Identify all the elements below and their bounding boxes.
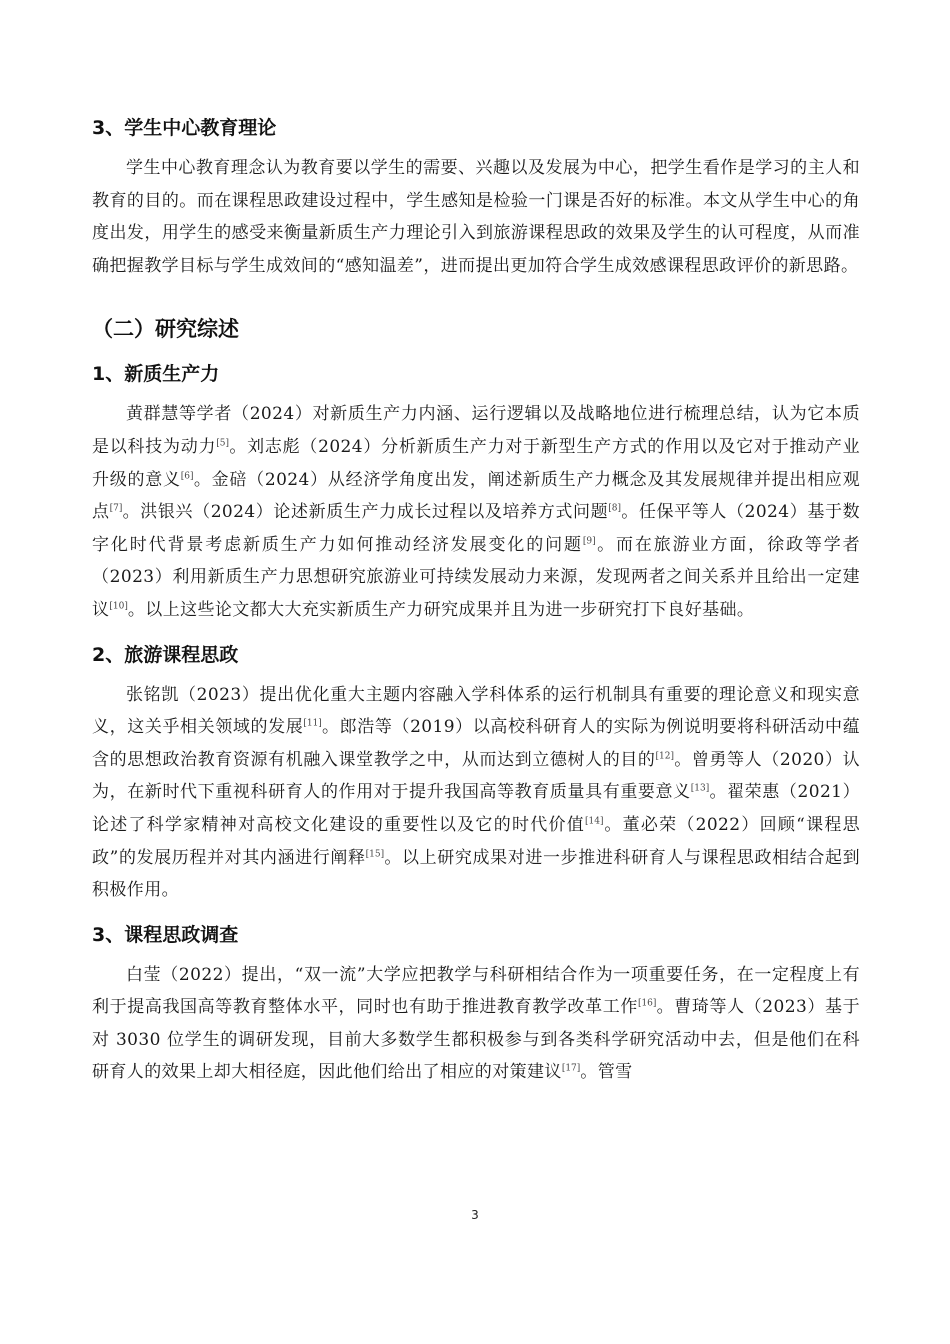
citation-marker: [16] <box>637 998 657 1009</box>
paragraph-text: 。董必荣（2022）回顾“课程思政”的发展历程并对其内涵进行阐释 <box>92 814 860 868</box>
citation-marker: [7] <box>109 503 123 514</box>
citation-marker: [8] <box>608 503 622 514</box>
citation-marker: [14] <box>584 816 604 827</box>
paragraph-text: 。刘志彪（2024）分析新质生产力对于新型生产方式的作用以及它对于推动产业升级的意义 <box>92 436 860 490</box>
citation-marker: [13] <box>690 783 710 794</box>
paragraph-text: 。以上研究成果对进一步推进科研育人与课程思政相结合起到积极作用。 <box>92 847 860 901</box>
paragraph-text: 白莹（2022）提出，“双一流”大学应把教学与科研相结合作为一项重要任务，在一定程度上有利于提高我国高等教育整体水平，同时也有助于推进教育教学改革工作 <box>92 964 860 1018</box>
citation-marker: [5] <box>216 438 230 449</box>
section-heading-student-center-theory: 3、学生中心教育理论 <box>92 117 277 139</box>
paragraph-text: 。曾勇等人（2020）认为，在新时代下重视科研育人的作用对于提升我国高等教育质量具有重要意义 <box>92 749 860 803</box>
page-body <box>92 112 860 1089</box>
paragraph-text: 。而在旅游业方面，徐政等学者（2023）利用新质生产力思想研究旅游业可持续发展动力来源，发现两者之间关系并且给出一定建议 <box>92 534 860 620</box>
citation-marker: [6] <box>180 470 194 481</box>
paragraph-new-quality-productivity <box>92 398 860 626</box>
paragraph-text: 黄群慧等学者（2024）对新质生产力内涵、运行逻辑以及战略地位进行梳理总结，认为它本质是以科技为动力 <box>92 404 860 457</box>
paragraph-text: 张铭凯（2023）提出优化重大主题内容融入学科体系的运行机制具有重要的理论意义和现实意义，这关乎相关领域的发展 <box>92 684 860 738</box>
paragraph-text: 。郎浩等（2019）以高校科研育人的实际为例说明要将科研活动中蕴含的思想政治教育资源有机融入课堂教学之中，从而达到立德树人的目的 <box>92 717 861 770</box>
paragraph-tourism-course-ideology <box>92 679 860 907</box>
section-heading-research-review: （二）研究综述 <box>92 317 239 342</box>
paragraph-text: 。翟荣惠（2021）论述了科学家精神对高校文化建设的重要性以及它的时代价值 <box>92 782 860 835</box>
paragraph-student-center-theory: 学生中心教育理念认为教育要以学生的需要、兴趣以及发展为中心，把学生看作是学习的主人和教育的目的。而在课程思政建设过程中，学生感知是检验一门课是否好的标准。本文从学生中心的角度出发，用学生的感受来衡量新质生产力理论引入到旅游课程思政的效果及学生的认可程度，从而准确把握教学目标与学生成效间的“感知温差”，进而提出更加符合学生成效感课程思政评价的新思路。 <box>92 158 860 276</box>
citation-marker: [17] <box>561 1063 581 1074</box>
paragraph-text: 。曹琦等人（2023）基于对 3030 位学生的调研发现，目前大多数学生都积极参与到各类科学研究活动中去，但是他们在科研育人的效果上却大相径庭，因此他们给出了相应的对策建议 <box>92 997 860 1083</box>
section-heading-course-ideology-survey: 3、课程思政调查 <box>92 923 239 946</box>
paragraph-text: 。金碚（2024）从经济学角度出发，阐述新质生产力概念及其发展规律并提出相应观点 <box>92 469 860 523</box>
citation-marker: [9] <box>582 536 596 547</box>
citation-marker: [11] <box>303 718 322 729</box>
paragraph-text: 。管雪 <box>580 1062 633 1083</box>
section-heading-tourism-course-ideology: 2、旅游课程思政 <box>92 643 239 666</box>
citation-marker: [15] <box>365 848 385 859</box>
paragraph-text: 。任保平等人（2024）基于数字化时代背景考虑新质生产力如何推动经济发展变化的问题 <box>92 502 860 555</box>
page-number: 3 <box>471 1208 479 1222</box>
citation-marker: [10] <box>109 601 128 612</box>
section-heading-new-quality-productivity: 1、新质生产力 <box>92 363 220 386</box>
paragraph-text: 。以上这些论文都大大充实新质生产力研究成果并且为进一步研究打下良好基础。 <box>127 599 755 620</box>
paragraph-text: 。洪银兴（2024）论述新质生产力成长过程以及培养方式问题 <box>122 502 609 523</box>
paragraph-course-ideology-survey <box>92 959 860 1089</box>
citation-marker: [12] <box>655 751 675 762</box>
